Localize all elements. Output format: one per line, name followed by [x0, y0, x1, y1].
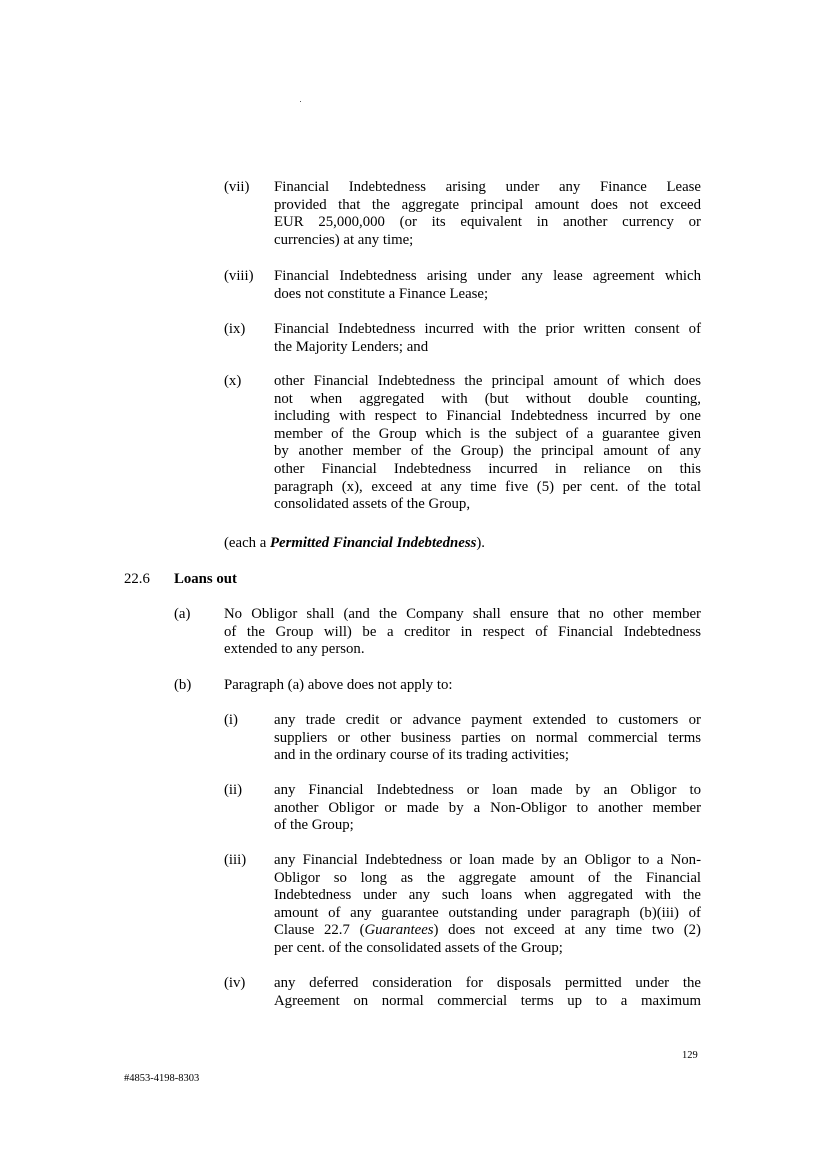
line: not when aggregated with (but without double counting, — [274, 390, 701, 407]
line: another Obligor or made by a Non-Obligor to another member — [274, 799, 701, 816]
line: including with respect to Financial Indebtedness incurred by one — [274, 408, 701, 425]
page-number: 129 — [682, 1050, 698, 1061]
each-suffix: ). — [476, 535, 485, 551]
sub-text-ii — [274, 782, 701, 835]
line: the Majority Lenders; and — [274, 338, 429, 355]
line: Financial Indebtedness arising under any lease agreement which — [274, 268, 701, 284]
line5-prefix: Clause 22.7 ( — [274, 922, 365, 939]
item-label-x: (x) — [224, 373, 242, 389]
line: Financial Indebtedness arising under any Finance Lease — [274, 179, 701, 195]
line: EUR 25,000,000 (or its equivalent in another currency or — [274, 214, 701, 231]
defined-term: Permitted Financial Indebtedness — [270, 535, 477, 551]
line: any Financial Indebtedness or loan made by an Obligor to a Non- — [274, 852, 701, 868]
item-text-x — [274, 373, 701, 514]
line: amount of any guarantee outstanding under paragraph (b)(iii) of — [274, 904, 701, 921]
line: provided that the aggregate principal amount does not exceed — [274, 196, 701, 213]
line: per cent. of the consolidated assets of the Group; — [274, 939, 563, 956]
para-b-label: (b) — [174, 677, 192, 693]
each-prefix: (each a — [224, 535, 270, 551]
item-text-ix — [274, 321, 701, 356]
stray-dot-mark — [300, 101, 301, 102]
item-label-ix: (ix) — [224, 321, 246, 337]
sub-label-i: (i) — [224, 712, 238, 728]
guarantees-italic: Guarantees — [364, 922, 434, 939]
line5-suffix: ) does not exceed at any time two (2) — [433, 922, 701, 939]
line: other Financial Indebtedness incurred in reliance on this — [274, 460, 701, 477]
item-label-viii: (viii) — [224, 268, 254, 284]
para-a-text — [224, 606, 701, 659]
line: of the Group; — [274, 817, 354, 834]
line: Agreement on normal commercial terms up to a maximum — [274, 992, 701, 1009]
line: Obligor so long as the aggregate amount of the Financial — [274, 869, 701, 886]
line: consolidated assets of the Group, — [274, 496, 471, 513]
sub-text-iii — [274, 852, 701, 958]
each-clause — [224, 535, 485, 553]
line: Indebtedness under any such loans when aggregated with the — [274, 887, 701, 904]
line: and in the ordinary course of its trading activities; — [274, 747, 570, 764]
section-number: 22.6 — [124, 571, 150, 587]
para-b-text: Paragraph (a) above does not apply to: — [224, 677, 453, 693]
line — [274, 922, 701, 940]
line: of the Group will) be a creditor in respect of Financial Indebtedness — [224, 623, 701, 640]
line: does not constitute a Finance Lease; — [274, 285, 489, 302]
sub-text-i — [274, 712, 701, 765]
line: suppliers or other business parties on normal commercial terms — [274, 729, 701, 746]
item-label-vii: (vii) — [224, 179, 250, 195]
sub-label-iii: (iii) — [224, 852, 247, 868]
sub-text-iv — [274, 975, 701, 1010]
item-text-vii — [274, 179, 701, 249]
line: currencies) at any time; — [274, 231, 414, 248]
line: paragraph (x), exceed at any time five (5) per cent. of the total — [274, 478, 701, 495]
sub-label-iv: (iv) — [224, 975, 246, 991]
item-text-viii — [274, 268, 701, 303]
line: No Obligor shall (and the Company shall ensure that no other member — [224, 606, 701, 622]
para-a-label: (a) — [174, 606, 191, 622]
sub-label-ii: (ii) — [224, 782, 243, 798]
line: any deferred consideration for disposals permitted under the — [274, 975, 701, 991]
line: extended to any person. — [224, 641, 365, 658]
line: by another member of the Group) the principal amount of any — [274, 443, 701, 460]
line: Financial Indebtedness incurred with the prior written consent of — [274, 321, 701, 337]
section-title: Loans out — [174, 571, 237, 587]
doc-reference: #4853-4198-8303 — [124, 1073, 200, 1084]
line: any trade credit or advance payment extended to customers or — [274, 712, 701, 728]
line: any Financial Indebtedness or loan made by an Obligor to — [274, 782, 701, 798]
line: other Financial Indebtedness the principal amount of which does — [274, 373, 701, 389]
line: member of the Group which is the subject of a guarantee given — [274, 425, 701, 442]
